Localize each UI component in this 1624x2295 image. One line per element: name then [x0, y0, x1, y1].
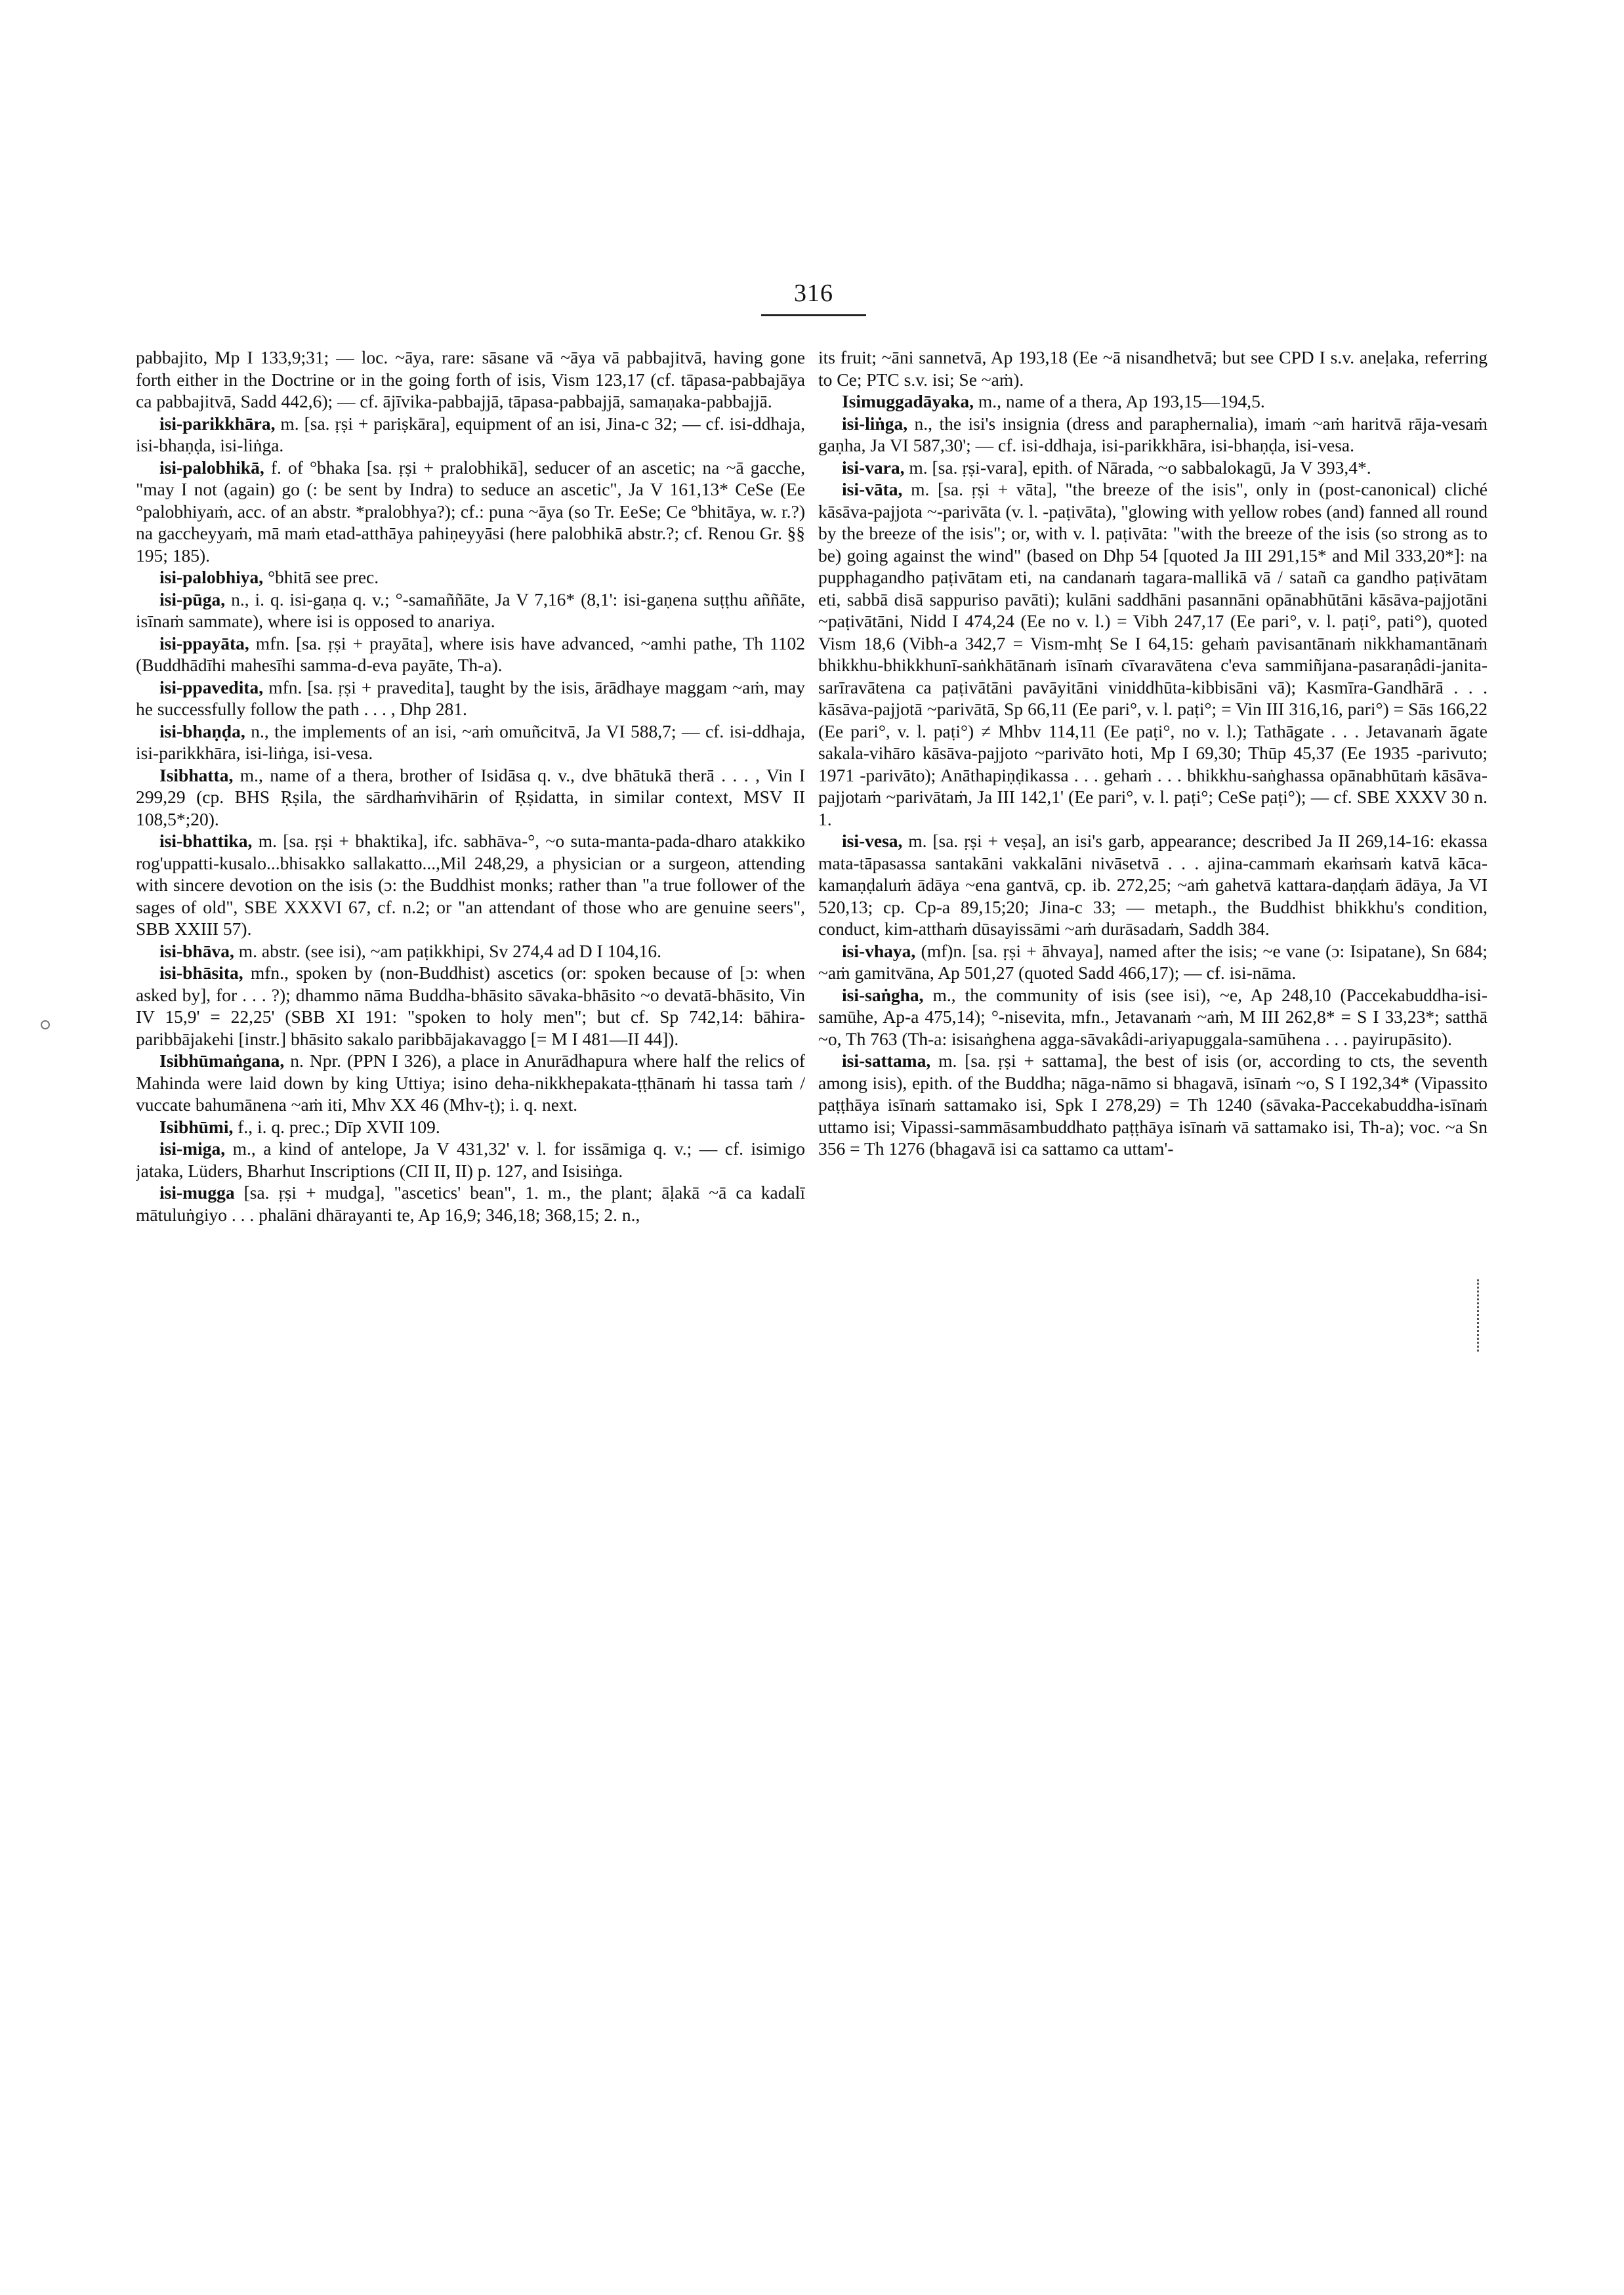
entry — [136, 830, 805, 940]
entry-text: m., name of a thera, brother of Isidāsa q. v., dve bhātukā therā . . . , Vin I 299,29 (cp. BHS Ṛṣila, the sārdhaṁvihārin of Ṛṣidatta, in similar context, MSV II 108,5*;20). — [136, 764, 805, 829]
entry-text: m. [sa. ṛṣi + sattama], the best of isis (or, according to cts, the seventh among isis), epith. of the Buddha; nāga-nāmo si bhagavā, isīnaṁ ~o, S I 192,34* (Vipassito paṭṭhāya isīnaṁ sattamako isi, Spk I 278,29) = Th 1240 (sāvaka-Paccekabuddha-isīnaṁ uttamo isi; Vipassi-sammāsambuddhato paṭṭhāya isīnaṁ vā sattamako isi, Th-a); voc. ~a Sn 356 = Th 1276 (bhagavā isi ca sattamo ca uttam'- — [818, 1050, 1488, 1159]
entry-text: pabbajito, Mp I 133,9;31; — loc. ~āya, rare: sāsane vā ~āya vā pabbajitvā, having gone forth either in the Doctrine or in the going forth of isis, Vism 123,17 (cf. tāpasa-pabbajāya ca pabbajitvā, Sadd 442,6); — cf. ājīvika-pabbajjā, tāpasa-pabbajjā, samaṇaka-pabbajjā. — [136, 347, 805, 411]
headword: isi-pūga, — [159, 589, 226, 610]
entry-text: m., name of a thera, Ap 193,15—194,5. — [978, 391, 1265, 411]
entry-text: f. of °bhaka [sa. ṛṣi + pralobhikā], seducer of an ascetic; na ~ā gacche, "may I not (again) go (: be sent by Indra) to seduce an ascetic", Ja V 161,13* CeSe (Ee °palobhiyaṁ, acc. of an abstr. *pralobhya?); cf.: puna ~āya (so Tr. EeSe; Ce °bhitāya, w. r.?) na gaccheyyaṁ, mā maṁ etad-atthāya pahiṇeyyāsi (here palobhikā abstr.?; cf. Renou Gr. §§ 195; 185). — [136, 457, 805, 566]
entry — [136, 632, 805, 676]
entry-text: m., the community of isis (see isi), ~e, Ap 248,10 (Paccekabuddha-isi-samūhe, Ap-a 475,14); °-nisevita, mfn., Jetavanaṁ ~aṁ, M III 262,8* = S I 33,23*; satthā ~o, Th 763 (Th-a: isisaṅghena agga-sāvakâdi-ariyapuggala-samūhena . . . payirupāsito). — [818, 984, 1488, 1049]
entry — [136, 940, 805, 962]
entry — [136, 720, 805, 764]
headword: Isibhūmi, — [159, 1116, 234, 1137]
headword: isi-bhāva, — [159, 940, 234, 961]
left-column — [136, 346, 805, 2236]
headword: isi-liṅga, — [842, 413, 908, 434]
entry-text: m. [sa. ṛṣi + veṣa], an isi's garb, appearance; described Ja II 269,14-16: ekassa mata-tāpasassa santakāni vakkalāni nivāsetvā . . . ajina-cammaṁ ekaṁsaṁ katvā kāca-kamaṇḍaluṁ ādāya ~ena gantvā, cp. ib. 272,25; ~aṁ gahetvā kattara-daṇḍaṁ ādāya, Ja VI 520,13; cp. Cp-a 89,15;20; Jina-c 33; — metaph., the Buddhist bhikkhu's condition, conduct, kim-atthaṁ dūsayissāmi ~aṁ durāsadaṁ, Saddh 384. — [818, 831, 1488, 939]
entry — [818, 984, 1488, 1050]
entry — [136, 566, 805, 589]
headword: isi-vara, — [842, 457, 905, 478]
entry — [818, 413, 1488, 457]
right-column — [818, 346, 1488, 2236]
entry — [136, 764, 805, 831]
headword: isi-bhaṇḍa, — [159, 720, 245, 741]
headword: isi-vesa, — [842, 831, 903, 851]
entry — [818, 830, 1488, 940]
entry — [136, 1138, 805, 1182]
headword: Isibhatta, — [159, 764, 234, 785]
entry-text: n., the implements of an isi, ~aṁ omuñcitvā, Ja VI 588,7; — cf. isi-ddhaja, isi-parikkhāra, isi-liṅga, isi-vesa. — [136, 720, 805, 763]
page-number-rule — [761, 314, 866, 316]
entry — [136, 676, 805, 720]
entry-text: mfn. [sa. ṛṣi + prayāta], where isis have advanced, ~amhi pathe, Th 1102 (Buddhādīhi mahesīhi samma-d-eva payāte, Th-a). — [136, 632, 805, 675]
headword: isi-saṅgha, — [842, 984, 924, 1005]
headword: isi-bhattika, — [159, 831, 253, 851]
entry-text: °bhitā see prec. — [268, 567, 379, 587]
entry-text: (mf)n. [sa. ṛṣi + āhvaya], named after the isis; ~e vane (ɔ: Isipatane), Sn 684; ~aṁ gamitvāna, Ap 501,27 (quoted Sadd 466,17); — cf. isi-nāma. — [818, 940, 1488, 983]
entry — [136, 962, 805, 1050]
entry-text: n., the isi's insignia (dress and paraphernalia), imaṁ ~aṁ haritvā rāja-vesaṁ gaṇha, Ja VI 587,30'; — cf. isi-ddhaja, isi-parikkhāra, isi-bhaṇḍa, isi-vesa. — [818, 413, 1488, 455]
entry-text: m. [sa. ṛṣi-vara], epith. of Nārada, ~o sabbalokagū, Ja V 393,4*. — [909, 457, 1371, 478]
entry-text: [sa. ṛṣi + mudga], "ascetics' bean", 1. m., the plant; āḷakā ~ā ca kadalī mātuluṅgiyo . . . phalāni dhārayanti te, Ap 16,9; 346,18; 368,15; 2. n., — [136, 1182, 805, 1225]
entry — [136, 1050, 805, 1116]
entry — [818, 390, 1488, 413]
headword: isi-parikkhāra, — [159, 413, 276, 434]
entry-text: its fruit; ~āni sannetvā, Ap 193,18 (Ee ~ā nisandhetvā; but see CPD I s.v. aneḷaka, referring to Ce; PTC s.v. isi; Se ~aṁ). — [818, 347, 1488, 390]
headword: isi-palobhikā, — [159, 457, 264, 478]
entry — [136, 346, 805, 413]
entry-text: m. [sa. ṛṣi + bhaktika], ifc. sabhāva-°, ~o suta-manta-pada-dharo atakkiko rog'uppatti-kusalo...bhisakko sallakatto...,Mil 248,29, a physician or a surgeon, attending with sincere devotion on the isis (ɔ: the Buddhist monks; rather than "a true follower of the sages of old", SBE XXXVI 67, cf. n.2; or "an attendant of those who are genuine seers", SBB XXIII 57). — [136, 831, 805, 939]
entry — [818, 1050, 1488, 1160]
entry-text: mfn. [sa. ṛṣi + pravedita], taught by the isis, ārādhaye maggam ~aṁ, may he successfully follow the path . . . , Dhp 281. — [136, 676, 805, 719]
headword: isi-ppayāta, — [159, 632, 249, 653]
entry — [136, 457, 805, 567]
headword: isi-ppavedita, — [159, 676, 264, 697]
entry-text: f., i. q. prec.; Dīp XVII 109. — [238, 1116, 440, 1137]
entry-text: m. [sa. ṛṣi + vāta], "the breeze of the isis", only in (post-canonical) cliché kāsāva-pajjota ~-parivāta (v. l. -paṭivāta), "glowing with yellow robes (and) fanned all round by the breeze of the isis"; or, with v. l. paṭivāta: "with the breeze of the isis (so strong as to be) going against the wind" (based on Dhp 54 [quoted Ja III 291,15* and Mil 333,20*]: na pupphagandho paṭivātam eti, na candanaṁ tagara-mallikā vā / satañ ca gandho paṭivātam eti, sabbā disā sappuriso pavāti); kulāni saddhāni pasannāni opānabhūtāni kāsāva-pajjotāni ~paṭivātāni, Nidd I 474,24 (Ee no v. l.) = Vibh 247,17 (Ee pari°, v. l. paṭi°, pati°), quoted Vism 18,6 (Vibh-a 342,7 = Vism-mhṭ Se I 64,15: gehaṁ pavisantānaṁ nikkhamantānaṁ bhikkhu-bhikkhunī-saṅkhātānaṁ isīnaṁ cīvaravātena c'eva sammiñjana-pasaraṇâdi-janita-sarīravātena ca paṭivātāni pavāyitāni viniddhūta-kibbisāni vā); Kasmīra-Gandhārā . . . kāsāva-pajjotā ~parivātā, Sp 66,11 (Ee pari°, v. l. paṭi°; = Vin III 316,16, pari°) = Sās 166,22 (Ee pari°, v. l. paṭi°) ≠ Mhbv 114,11 (Ee paṭi°, no v. l.); Tathāgate . . . Jetavanaṁ āgate sakala-vihāro kāsāva-pajjoto ~parivāto hoti, Mp I 69,30; Thūp 45,37 (Ee 1935 -parivuto; 1971 -parivāto); Anāthapiṇḍikassa . . . gehaṁ . . . bhikkhu-saṅghassa opānabhūtaṁ kāsāva-pajjotaṁ ~parivātaṁ, Ja III 142,1' (Ee pari°, v. l. paṭi°; CeSe paṭi°); — cf. SBE XXXV 30 n. 1. — [818, 479, 1488, 829]
page-number: 316 — [794, 279, 833, 307]
entry — [818, 478, 1488, 830]
headword: isi-palobhiya, — [159, 567, 264, 587]
entry — [136, 1116, 805, 1138]
entry — [136, 589, 805, 632]
entry — [818, 346, 1488, 390]
headword: Isimuggadāyaka, — [842, 391, 974, 411]
headword: isi-miga, — [159, 1138, 226, 1159]
headword: isi-mugga — [159, 1182, 235, 1203]
headword: isi-sattama, — [842, 1050, 931, 1071]
entry-text: m., a kind of antelope, Ja V 431,32' v. l. for issāmiga q. v.; — cf. isimigo jataka, Lüders, Bharhut Inscriptions (CII II, II) p. 127, and Isisiṅga. — [136, 1138, 805, 1181]
headword: isi-vhaya, — [842, 940, 916, 961]
entry-text: n. Npr. (PPN I 326), a place in Anurādhapura where half the relics of Mahinda were laid down by king Uttiya; isino deha-nikkhepakata-ṭṭhānaṁ hi tassa taṁ / vuccate bahumānena ~aṁ iti, Mhv XX 46 (Mhv-ṭ); i. q. next. — [136, 1050, 805, 1115]
entry — [818, 457, 1488, 479]
entry — [818, 940, 1488, 984]
entry-text: n., i. q. isi-gaṇa q. v.; °-samaññāte, Ja V 7,16* (8,1': isi-gaṇena suṭṭhu aññāte, isīnaṁ sammate), where isi is opposed to anariya. — [136, 589, 805, 631]
headword: Isibhūmaṅgana, — [159, 1050, 285, 1071]
entry-text: mfn., spoken by (non-Buddhist) ascetics (or: spoken because of [ɔ: when asked by], for . . . ?); dhammo nāma Buddha-bhāsito sāvaka-bhāsito ~o devatā-bhāsito, Vin IV 15,9' = 22,25' (SBB XI 191: "spoken to holy men"; but cf. Sp 742,14: bāhira-paribbājakehi [instr.] bhāsito sakalo paribbājakavaggo [= M I 481—II 44]). — [136, 962, 805, 1049]
entry — [136, 413, 805, 457]
headword: isi-vāta, — [842, 479, 903, 499]
headword: isi-bhāsita, — [159, 962, 243, 983]
margin-mark-left — [41, 1020, 50, 1029]
entry-text: m. [sa. ṛṣi + pariṣkāra], equipment of an isi, Jina-c 32; — cf. isi-ddhaja, isi-bhaṇḍa, isi-liṅga. — [136, 413, 805, 455]
entry — [136, 1182, 805, 1226]
entry-text: m. abstr. (see isi), ~am paṭikkhipi, Sv 274,4 ad D I 104,16. — [238, 940, 661, 961]
